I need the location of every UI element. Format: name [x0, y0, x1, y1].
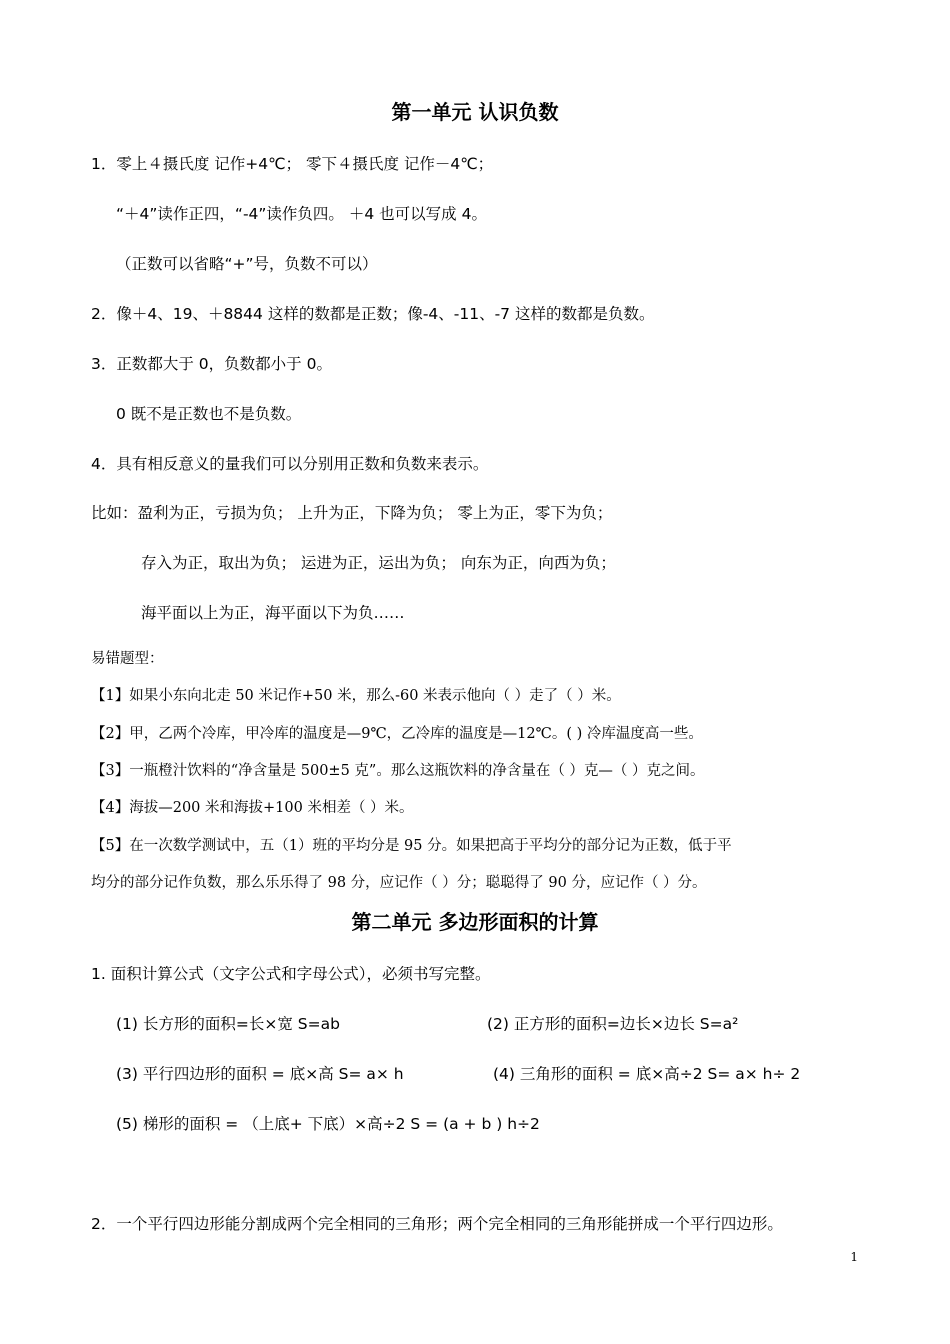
- unit1-point1: 1．零上４摄氏度 记作+4℃； 零下４摄氏度 记作－4℃；: [91, 155, 494, 173]
- unit2-intro: 1. 面积计算公式（文字公式和字母公式），必须书写完整。: [91, 965, 491, 983]
- formula-parallelogram: (3) 平行四边形的面积 = 底×高 S= a× h: [116, 1065, 404, 1083]
- formula-rectangle: (1) 长方形的面积=长×宽 S=ab: [116, 1015, 340, 1033]
- unit1-point3: 3．正数都大于 0，负数都小于 0。: [91, 355, 332, 373]
- mistakes-heading: 易错题型：: [91, 651, 164, 667]
- page-number: 1: [850, 1250, 858, 1264]
- mistake-4: 【4】海拔—200 米和海拔+100 米相差（ ）米。: [91, 800, 414, 816]
- unit1-example-2: 存入为正，取出为负； 运进为正，运出为负； 向东为正，向西为负；: [141, 554, 616, 572]
- unit1-point3-zero: 0 既不是正数也不是负数。: [116, 405, 302, 423]
- unit1-point4: 4．具有相反意义的量我们可以分别用正数和负数来表示。: [91, 455, 489, 473]
- formula-square: (2) 正方形的面积=边长×边长 S=a²: [487, 1015, 739, 1033]
- mistake-1: 【1】如果小东向北走 50 米记作+50 米，那么-60 米表示他向（ ）走了（ ）米。: [91, 688, 621, 704]
- unit2-point2: 2．一个平行四边形能分割成两个完全相同的三角形；两个完全相同的三角形能拼成一个平行四边形。: [91, 1215, 783, 1233]
- unit1-point1-reading: “＋4”读作正四，“-4”读作负四。 ＋4 也可以写成 4。: [116, 205, 487, 223]
- mistake-5-line2: 均分的部分记作负数，那么乐乐得了 98 分，应记作（ ）分；聪聪得了 90 分，应记作（ ）分。: [91, 875, 707, 891]
- unit1-example-3: 海平面以上为正，海平面以下为负……: [141, 604, 405, 622]
- unit1-point2: 2．像＋4、19、＋8844 这样的数都是正数；像-4、-11、-7 这样的数都是负数。: [91, 305, 655, 323]
- unit1-title: 第一单元 认识负数: [391, 100, 559, 124]
- mistake-3: 【3】一瓶橙汁饮料的“净含量是 500±5 克”。那么这瓶饮料的净含量在（ ）克—（ ）克之间。: [91, 763, 705, 779]
- formula-triangle: (4) 三角形的面积 = 底×高÷2 S= a× h÷ 2: [493, 1065, 801, 1083]
- mistake-5-line1: 【5】在一次数学测试中，五（1）班的平均分是 95 分。如果把高于平均分的部分记为正数，低于平: [91, 838, 732, 854]
- unit1-example-1: 比如：盈利为正，亏损为负； 上升为正，下降为负； 零上为正，零下为负；: [91, 504, 613, 522]
- formula-trapezoid: (5) 梯形的面积 = （上底+ 下底）×高÷2 S = (a + b ) h÷2: [116, 1115, 540, 1133]
- mistake-2: 【2】甲，乙两个冷库，甲冷库的温度是—9℃，乙冷库的温度是—12℃。( ) 冷库温度高一些。: [91, 726, 703, 742]
- unit2-title: 第二单元 多边形面积的计算: [351, 910, 599, 934]
- unit1-point1-note: （正数可以省略“+”号，负数不可以）: [116, 255, 378, 273]
